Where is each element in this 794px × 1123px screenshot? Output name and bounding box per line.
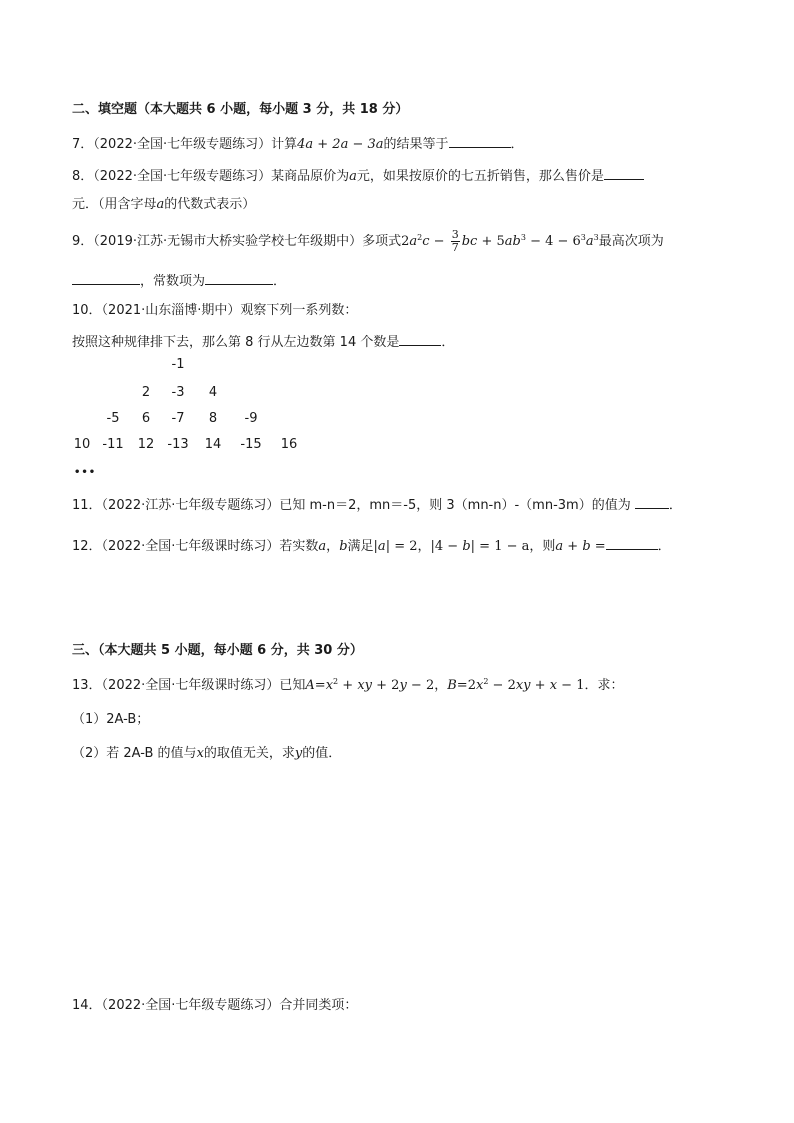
q12-answer-blank[interactable]	[606, 535, 658, 550]
q13-subquestion-2: （2）若 2A-B 的值与x的取值无关，求y的值．	[72, 746, 342, 761]
triangle-number: -7	[171, 411, 185, 426]
question-13: 13．（2022·全国·七年级课时练习）已知$A=x^2$ + xy + 2y − 2，$B=2x^2 - 2xy + x - 1$．求：	[72, 677, 624, 693]
q12-sep1: ，	[326, 539, 340, 554]
question-8-line2	[72, 196, 255, 214]
triangle-number: -1	[171, 357, 185, 372]
q9-answer-blank-2[interactable]	[205, 270, 273, 285]
q7-expression: 4a + 2a − 3a	[297, 137, 384, 152]
q9-suffix: 最高次项为	[598, 234, 664, 249]
q7-prefix: 7．（2022·全国·七年级专题练习）计算	[72, 137, 298, 152]
triangle-number: -5	[106, 411, 120, 426]
triangle-number: -9	[244, 411, 258, 426]
question-7: 7．（2022·全国·七年级专题练习）计算4a + 2a − 3a的结果等于 ．	[72, 133, 524, 154]
q12-expression: a + b =	[555, 539, 606, 554]
q8-text-d: 的代数式表示）	[164, 197, 256, 212]
question-10-line2: 按照这种规律排下去，那么第 8 行从左边数第 14 个数是 ．	[72, 331, 454, 352]
q13-sub2-c: 的值．	[302, 746, 342, 761]
triangle-number: 2	[141, 385, 151, 400]
q10-answer-blank[interactable]	[399, 331, 441, 346]
triangle-number: -15	[240, 437, 262, 452]
q8-answer-blank[interactable]	[604, 165, 644, 180]
question-9-line1	[72, 229, 664, 254]
q13-prefix: 13．（2022·全国·七年级课时练习）已知	[72, 678, 306, 693]
question-10-line1: 10．（2021·山东淄博·期中）观察下列一系列数：	[72, 303, 358, 318]
q8-text-b: 元，如果按原价的七五折销售，那么售价是	[356, 169, 604, 184]
question-11: 11．（2022·江苏·七年级专题练习）已知 m-n＝2，mn＝-5，则 3（mn-n）-（mn-3m）的值为 ．	[72, 494, 682, 515]
q8-var-a: a	[349, 169, 357, 184]
section3-title: 三、（本大题共 5 小题，每小题 6 分，共 30 分）	[72, 643, 363, 658]
q10-text: 按照这种规律排下去，那么第 8 行从左边数第 14 个数是	[72, 335, 400, 350]
q12-abs-a-val: = 2	[394, 539, 418, 554]
q8-var-a-2: a	[156, 197, 165, 212]
q9-answer-blank-1[interactable]	[72, 270, 140, 285]
question-8-line1	[72, 165, 644, 186]
q13-sub2-a: （2）若 2A-B 的值与	[72, 746, 197, 761]
q12-sep3: ，则	[529, 539, 556, 554]
section2-title: 二、填空题（本大题共 6 小题，每小题 3 分，共 18 分）	[72, 102, 409, 117]
q11-answer-blank[interactable]	[635, 494, 669, 509]
question-9-line2: ，常数项为 ．	[72, 270, 286, 291]
q8-text-c: 元．（用含字母	[72, 197, 157, 212]
q12-abs-b-val: = 1 − a	[479, 539, 530, 554]
triangle-number: -3	[171, 385, 185, 400]
q8-text-a: 8．（2022·全国·七年级专题练习）某商品原价为	[72, 169, 350, 184]
q9-frac-num: 3	[451, 228, 459, 241]
q9-polynomial: $2a^2c$ − $\frac{3}{7}$ bc + $5ab^3 - 4 - 6^3a^3$	[401, 228, 599, 254]
q13-subquestion-1: （1）2A-B；	[72, 712, 150, 727]
triangle-number: -11	[102, 437, 124, 452]
triangle-number: 6	[141, 411, 151, 426]
q11-text: 11．（2022·江苏·七年级专题练习）已知 m-n＝2，mn＝-5，则 3（mn-n）-（mn-3m）的值为	[72, 498, 631, 513]
triangle-number: 12	[137, 437, 155, 452]
q12-abs-b: |4 − b| = 1 − a	[430, 539, 530, 554]
q7-answer-blank[interactable]	[449, 133, 511, 148]
q13-sub2-b: 的取值无关，求	[203, 746, 295, 761]
triangle-number: -13	[167, 437, 189, 452]
triangle-number: 16	[280, 437, 298, 452]
q7-suffix: 的结果等于	[383, 137, 449, 152]
q12-sep2: 满足	[347, 539, 374, 554]
triangle-number: 8	[208, 411, 218, 426]
question-14: 14．（2022·全国·七年级专题练习）合并同类项：	[72, 998, 358, 1013]
triangle-number: 10	[73, 437, 91, 452]
q9-frac-den: 7	[451, 241, 459, 254]
triangle-number: 4	[208, 385, 218, 400]
triangle-number: 14	[204, 437, 222, 452]
q12-prefix: 12．（2022·全国·七年级课时练习）若实数	[72, 539, 319, 554]
q9-prefix: 9．（2019·江苏·无锡市大桥实验学校七年级期中）多项式	[72, 234, 402, 249]
q12-abs-a: |a| = 2	[373, 539, 418, 554]
question-12: 12．（2022·全国·七年级课时练习）若实数a，b满足|a| = 2，|4 − b| = 1 − a，则a + b = ．	[72, 535, 671, 556]
triangle-ellipsis: •••	[74, 467, 97, 478]
q13-definitions: $A=x^2$ + xy + 2y − 2，$B=2x^2 - 2xy + x - 1$	[305, 677, 585, 693]
q9-mid: ，常数项为	[140, 274, 206, 289]
